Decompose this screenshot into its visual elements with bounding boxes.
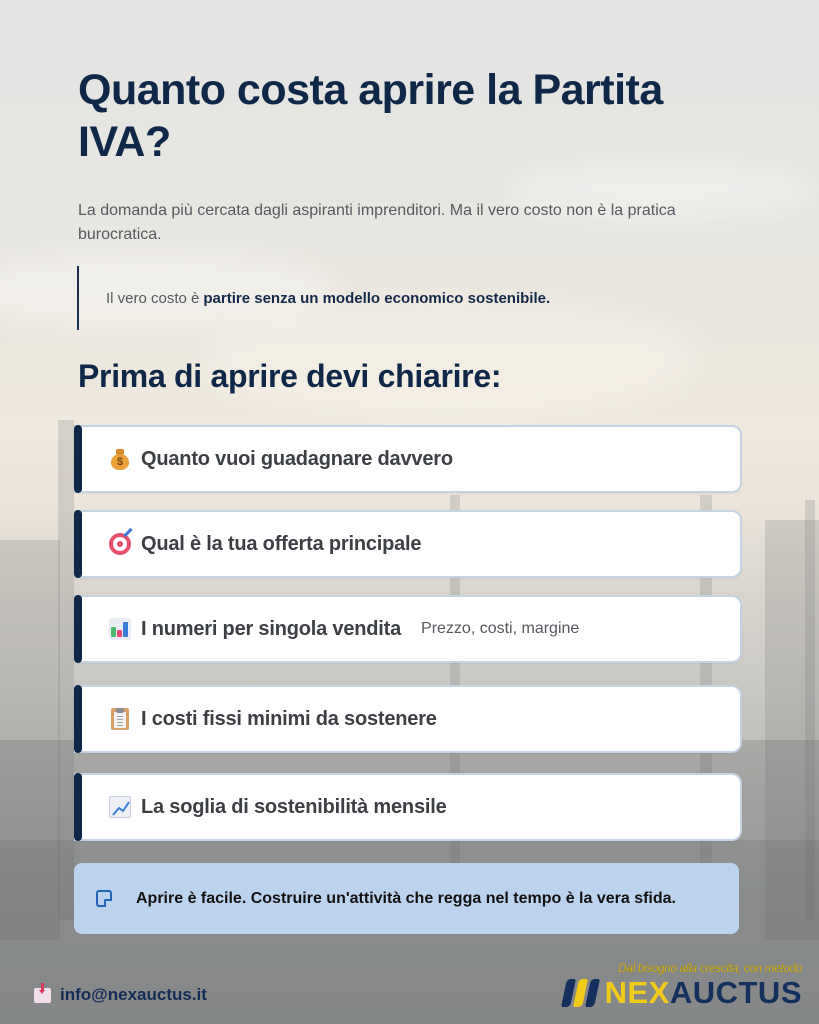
callout-box [74, 863, 739, 934]
intro-paragraph: La domanda più cercata dagli aspiranti imprenditori. Ma il vero costo non è la pratica burocratica. [78, 202, 676, 243]
checklist-item-label: I numeri per singola vendita [141, 617, 402, 640]
logo-mark-icon [564, 979, 597, 1007]
page-title: Quanto costa aprire la Partita IVA? [78, 66, 663, 166]
logo-part-nex: NEX [604, 975, 670, 1010]
logo-part-auctus: AUCTUS [669, 975, 802, 1010]
section-title: Prima di aprire devi chiarire: [78, 358, 502, 394]
checklist-item-label: I costi fissi minimi da sostenere [141, 707, 437, 730]
email-link[interactable]: info@nexauctus.it [60, 985, 207, 1004]
checklist-item-offer [74, 510, 742, 578]
pull-quote [77, 266, 677, 330]
quote-emphasis: partire senza un modello economico sostenibile. [203, 289, 551, 307]
brand-block [564, 963, 802, 1009]
brand-logo [564, 977, 802, 1009]
checklist-item-threshold [74, 773, 742, 841]
checklist-item-subtext: Prezzo, costi, margine [421, 620, 580, 637]
checklist-item-earnings [74, 425, 742, 493]
clipboard-icon [107, 708, 133, 730]
inbox-tray-icon [34, 988, 51, 1003]
checklist-item-label: La soglia di sostenibilità mensile [141, 795, 447, 818]
quote-prefix: Il vero costo è [106, 289, 200, 307]
checklist-item-fixed-costs [74, 685, 742, 753]
bar-chart-icon [107, 618, 133, 640]
money-bag-icon: $ [107, 448, 133, 470]
trend-chart-icon [107, 796, 133, 818]
note-icon [96, 890, 112, 907]
checklist-item-label: Quanto vuoi guadagnare davvero [141, 447, 453, 470]
footer-email[interactable] [34, 985, 207, 1005]
logo-wordmark [605, 977, 802, 1009]
checklist-item-label: Qual è la tua offerta principale [141, 532, 422, 555]
target-icon [107, 533, 133, 555]
callout-text: Aprire è facile. Costruire un'attività che regga nel tempo è la vera sfida. [136, 889, 676, 907]
checklist-item-unit-numbers [74, 595, 742, 663]
brand-tagline: Dal bisogno alla crescita, con metodo [618, 963, 802, 975]
